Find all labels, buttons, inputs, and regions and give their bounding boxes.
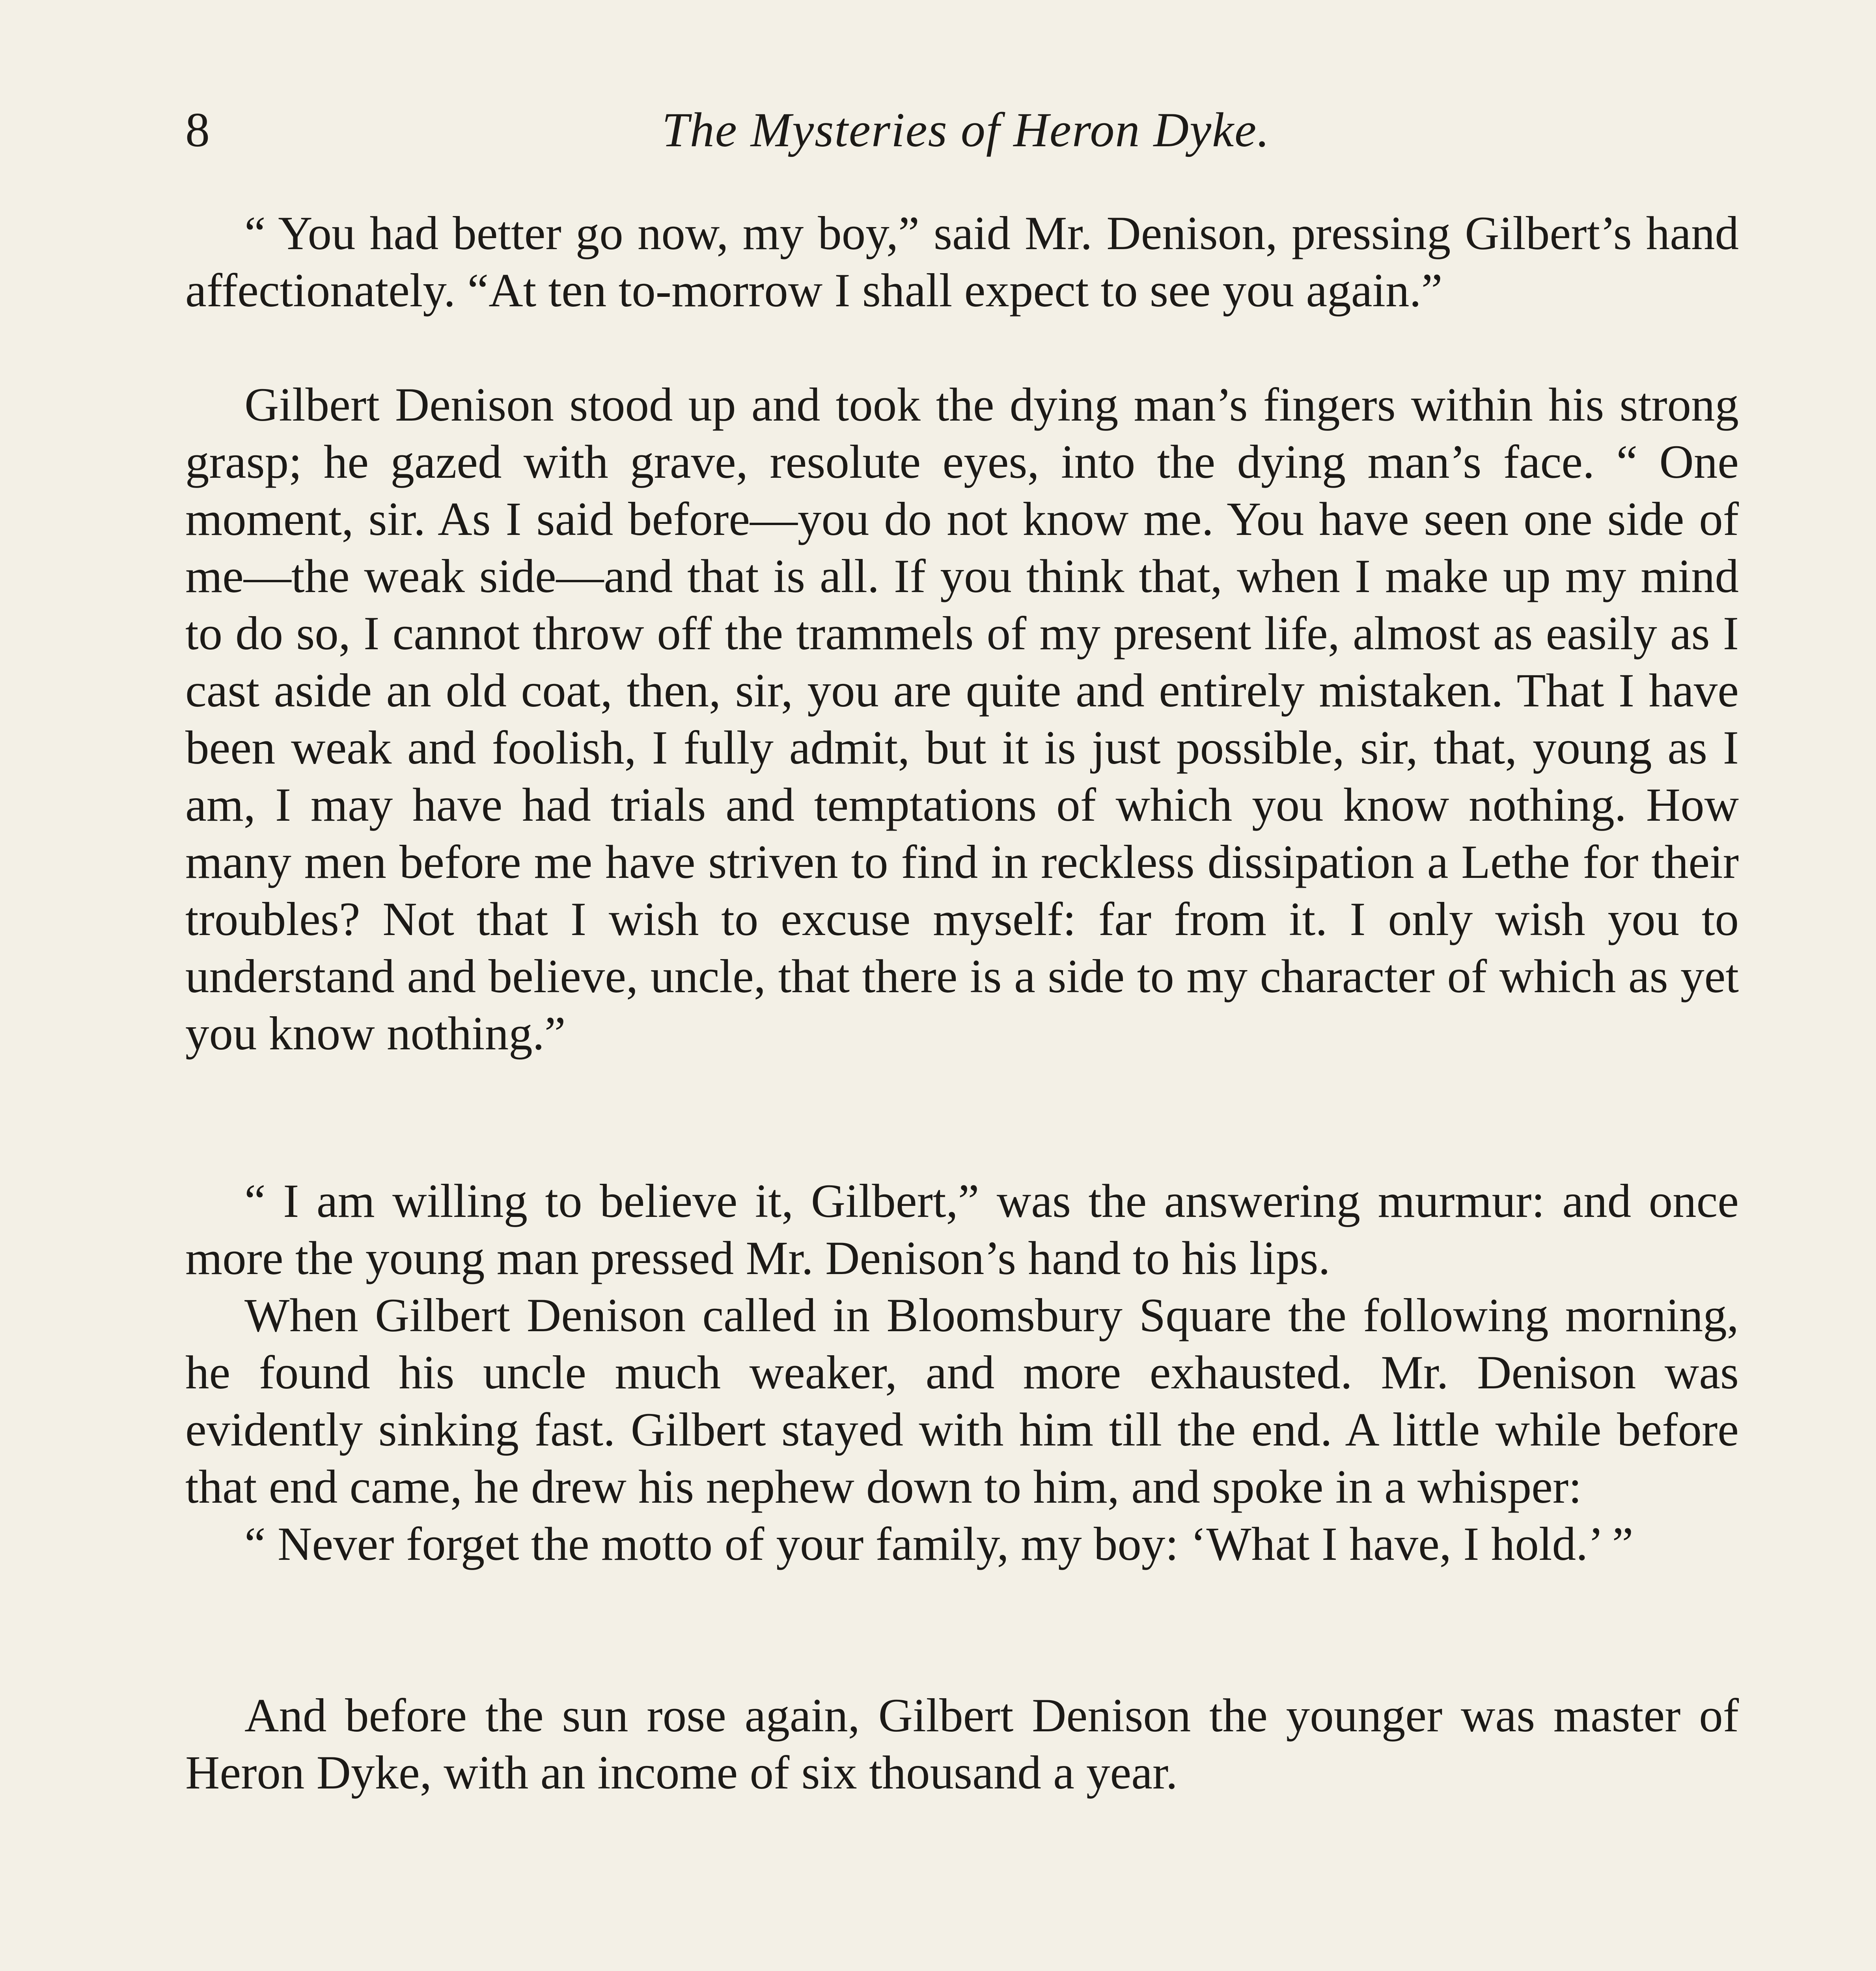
running-title: The Mysteries of Heron Dyke. — [662, 103, 1270, 157]
page-header — [185, 95, 1747, 166]
paragraph: “ I am willing to believe it, Gilbert,” was the answering murmur: and once more the young man pressed Mr. Denison’s hand to his lips. — [185, 1175, 1739, 1285]
paragraph: And before the sun rose again, Gilbert Denison the younger was master of Heron Dyke, with an income of six thousand a year. — [185, 1689, 1739, 1799]
page-number: 8 — [185, 103, 210, 157]
paragraph: When Gilbert Denison called in Bloomsbury Square the following morning, he found his uncle much weaker, and more exhausted. Mr. Denison was evidently sinking fast. Gilbert stayed with him till the end. A little while before that end came, he drew his nephew down to him, and spoke in a whisper: — [185, 1289, 1739, 1513]
paragraph: “ Never forget the motto of your family, my boy: ‘What I have, I hold.’ ” — [244, 1518, 1634, 1570]
paragraph: Gilbert Denison stood up and took the dying man’s fingers within his strong grasp; he gazed with grave, resolute eyes, into the dying man’s face. “ One moment, sir. As I said before—you do not know me. You have seen one side of me—the weak side—and that is all. If you think that, when I make up my mind to do so, I cannot throw off the trammels of my present life, almost as easily as I cast aside an old coat, then, sir, you are quite and entirely mistaken. That I have been weak and foolish, I fully admit, but it is just possible, sir, that, young as I am, I may have had trials and temptations of which you know nothing. How many men before me have striven to find in reckless dissipation a Lethe for their troubles? Not that I wish to excuse myself: far from it. I only wish you to understand and believe, uncle, that there is a side to my character of which as yet you know nothing.” — [185, 378, 1739, 1060]
paragraph: “ You had better go now, my boy,” said Mr. Denison, pressing Gilbert’s hand affectionately. “At ten to-morrow I shall expect to see you again.” — [185, 207, 1739, 317]
